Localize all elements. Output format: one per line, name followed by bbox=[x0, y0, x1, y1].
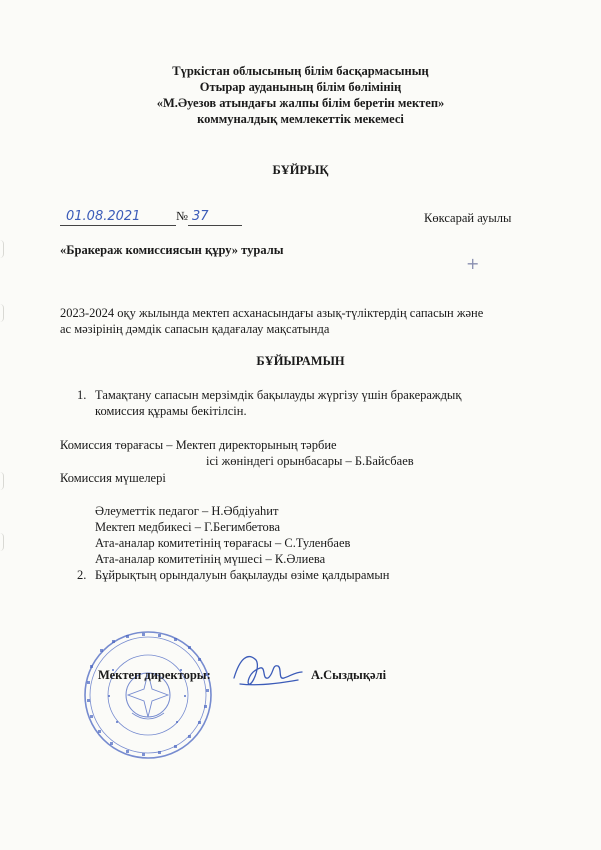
order-place: Көксарай ауылы bbox=[424, 211, 512, 225]
order-number: 37 bbox=[188, 209, 242, 226]
order-subject: «Бракераж комиссиясын құру» туралы bbox=[60, 243, 284, 257]
official-stamp bbox=[82, 629, 214, 761]
punch-hole-mark bbox=[0, 472, 4, 490]
punch-hole-mark bbox=[0, 533, 4, 551]
pencil-mark: + bbox=[466, 254, 480, 273]
preamble-line-2: ас мәзірінің дәмдік сапасын қадағалау мақсатында bbox=[60, 322, 330, 336]
punch-hole-mark bbox=[0, 304, 4, 322]
order-date-number bbox=[60, 208, 242, 226]
member-4: Ата-аналар комитетінің мүшесі – К.Әлиева bbox=[95, 552, 326, 566]
order-number-label: № bbox=[176, 209, 188, 223]
document-type-title: БҰЙРЫҚ bbox=[272, 163, 329, 177]
item-1-number: 1. bbox=[77, 388, 87, 402]
members-title: Комиссия мүшелері bbox=[60, 471, 166, 485]
item-2-number: 2. bbox=[77, 568, 87, 582]
handwritten-signature bbox=[226, 648, 304, 692]
chair-line-2: ісі жөніндегі орынбасары – Б.Байсбаев bbox=[206, 454, 414, 468]
item-1-line-1: Тамақтану сапасын мерзімдік бақылауды жүргізу үшін бракераждық bbox=[95, 388, 462, 402]
command-title: БҰЙЫРАМЫН bbox=[256, 354, 345, 368]
punch-hole-mark bbox=[0, 240, 4, 258]
org-header-line-2: Отырар ауданының білім бөлімінің bbox=[199, 80, 402, 94]
chair-line-1: Комиссия төрағасы – Мектеп директорының тәрбие bbox=[60, 438, 337, 452]
signature-position: Мектеп директоры: bbox=[98, 668, 211, 682]
item-1-line-2: комиссия құрамы бекітілсін. bbox=[95, 404, 247, 418]
org-header-line-1: Түркістан облысының білім басқармасының bbox=[172, 64, 429, 78]
member-1: Әлеуметтік педагог – Н.Әбдіуаһит bbox=[95, 504, 279, 518]
org-header-line-4: коммуналдық мемлекеттік мекемесі bbox=[197, 112, 404, 126]
org-header-line-3: «М.Әуезов атындағы жалпы білім беретін мектеп» bbox=[156, 96, 445, 110]
member-2: Мектеп медбикесі – Г.Бегимбетова bbox=[95, 520, 281, 534]
preamble-line-1: 2023-2024 оқу жылында мектеп асханасындағы азық-түліктердің сапасын және bbox=[60, 306, 484, 320]
signature-name: А.Сыздықәлі bbox=[311, 668, 387, 682]
member-3: Ата-аналар комитетінің төрағасы – С.Туленбаев bbox=[95, 536, 351, 550]
item-2-text: Бұйрықтың орындалуын бақылауды өзіме қалдырамын bbox=[95, 568, 390, 582]
order-date: 01.08.2021 bbox=[60, 209, 176, 226]
